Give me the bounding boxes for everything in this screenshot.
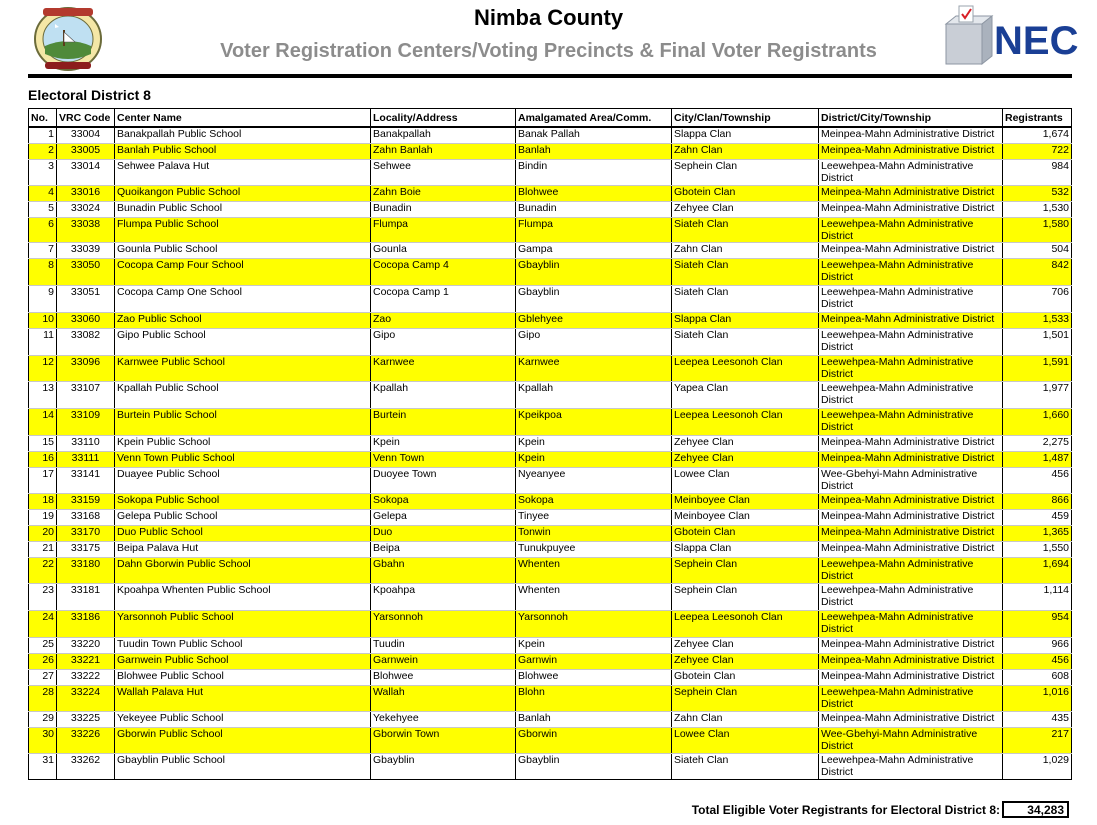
- center-name: Zao Public School: [115, 312, 371, 328]
- registrants-count: 532: [1003, 185, 1072, 201]
- amalgamated-area: Gblehyee: [516, 312, 672, 328]
- city-clan-township: Gbotein Clan: [672, 185, 819, 201]
- city-clan-township: Sephein Clan: [672, 685, 819, 711]
- district-name: Leewehpea-Mahn Administrative District: [819, 355, 1003, 381]
- amalgamated-area: Gborwin: [516, 727, 672, 753]
- registrants-count: 608: [1003, 669, 1072, 685]
- district-name: Meinpea-Mahn Administrative District: [819, 435, 1003, 451]
- district-name: Leewehpea-Mahn Administrative District: [819, 285, 1003, 312]
- table-row: [29, 451, 1072, 467]
- city-clan-township: Leepea Leesonoh Clan: [672, 355, 819, 381]
- row-number: 21: [29, 541, 57, 557]
- vrc-code: 33181: [57, 583, 115, 610]
- table-row: [29, 541, 1072, 557]
- district-heading: Electoral District 8: [28, 87, 151, 103]
- registrants-count: 1,487: [1003, 451, 1072, 467]
- table-row: [29, 127, 1072, 143]
- vrc-code: 33096: [57, 355, 115, 381]
- row-number: 1: [29, 127, 57, 143]
- row-number: 20: [29, 525, 57, 541]
- center-name: Gbayblin Public School: [115, 753, 371, 779]
- amalgamated-area: Whenten: [516, 583, 672, 610]
- locality-address: Gounla: [371, 242, 516, 258]
- row-number: 26: [29, 653, 57, 669]
- table-row: [29, 258, 1072, 285]
- total-value: 34,283: [1002, 801, 1069, 818]
- locality-address: Gborwin Town: [371, 727, 516, 753]
- district-name: Leewehpea-Mahn Administrative District: [819, 159, 1003, 185]
- locality-address: Kpoahpa: [371, 583, 516, 610]
- center-name: Tuudin Town Public School: [115, 637, 371, 653]
- table-row: [29, 711, 1072, 727]
- page-subtitle: Voter Registration Centers/Voting Precincts & Final Voter Registrants: [220, 40, 877, 62]
- row-number: 29: [29, 711, 57, 727]
- row-number: 2: [29, 143, 57, 159]
- center-name: Venn Town Public School: [115, 451, 371, 467]
- registrants-count: 1,660: [1003, 408, 1072, 435]
- city-clan-township: Leepea Leesonoh Clan: [672, 408, 819, 435]
- amalgamated-area: Kpein: [516, 435, 672, 451]
- vrc-code: 33039: [57, 242, 115, 258]
- vrc-code: 33220: [57, 637, 115, 653]
- amalgamated-area: Sokopa: [516, 493, 672, 509]
- table-row: [29, 312, 1072, 328]
- vrc-code: 33014: [57, 159, 115, 185]
- locality-address: Kpein: [371, 435, 516, 451]
- page-title: Nimba County: [473, 5, 624, 30]
- vrc-code: 33107: [57, 381, 115, 408]
- amalgamated-area: Blohwee: [516, 669, 672, 685]
- locality-address: Venn Town: [371, 451, 516, 467]
- city-clan-township: Slappa Clan: [672, 312, 819, 328]
- vrc-code: 33111: [57, 451, 115, 467]
- locality-address: Tuudin: [371, 637, 516, 653]
- district-name: Leewehpea-Mahn Administrative District: [819, 258, 1003, 285]
- table-row: [29, 381, 1072, 408]
- locality-address: Zao: [371, 312, 516, 328]
- center-name: Cocopa Camp Four School: [115, 258, 371, 285]
- locality-address: Cocopa Camp 4: [371, 258, 516, 285]
- registrants-count: 706: [1003, 285, 1072, 312]
- vrc-code: 33180: [57, 557, 115, 583]
- center-name: Gborwin Public School: [115, 727, 371, 753]
- table-row: [29, 242, 1072, 258]
- district-name: Wee-Gbehyi-Mahn Administrative District: [819, 467, 1003, 493]
- locality-address: Bunadin: [371, 201, 516, 217]
- registrants-count: 1,365: [1003, 525, 1072, 541]
- city-clan-township: Zehyee Clan: [672, 637, 819, 653]
- row-number: 24: [29, 610, 57, 637]
- center-name: Garnwein Public School: [115, 653, 371, 669]
- locality-address: Zahn Boie: [371, 185, 516, 201]
- city-clan-township: Siateh Clan: [672, 258, 819, 285]
- city-clan-township: Zahn Clan: [672, 711, 819, 727]
- registrants-count: 842: [1003, 258, 1072, 285]
- locality-address: Flumpa: [371, 217, 516, 242]
- row-number: 9: [29, 285, 57, 312]
- row-number: 19: [29, 509, 57, 525]
- city-clan-township: Lowee Clan: [672, 727, 819, 753]
- column-header: VRC Code: [57, 109, 115, 128]
- center-name: Bunadin Public School: [115, 201, 371, 217]
- center-name: Duo Public School: [115, 525, 371, 541]
- registrants-count: 966: [1003, 637, 1072, 653]
- center-name: Duayee Public School: [115, 467, 371, 493]
- registrants-count: 1,977: [1003, 381, 1072, 408]
- center-name: Gelepa Public School: [115, 509, 371, 525]
- row-number: 15: [29, 435, 57, 451]
- district-name: Meinpea-Mahn Administrative District: [819, 637, 1003, 653]
- city-clan-township: Yapea Clan: [672, 381, 819, 408]
- vrc-code: 33060: [57, 312, 115, 328]
- locality-address: Burtein: [371, 408, 516, 435]
- city-clan-township: Sephein Clan: [672, 557, 819, 583]
- column-header: Amalgamated Area/Comm.: [516, 109, 672, 128]
- center-name: Sehwee Palava Hut: [115, 159, 371, 185]
- district-name: Leewehpea-Mahn Administrative District: [819, 217, 1003, 242]
- locality-address: Wallah: [371, 685, 516, 711]
- locality-address: Karnwee: [371, 355, 516, 381]
- city-clan-township: Slappa Clan: [672, 541, 819, 557]
- vrc-code: 33051: [57, 285, 115, 312]
- vrc-code: 33222: [57, 669, 115, 685]
- district-name: Meinpea-Mahn Administrative District: [819, 541, 1003, 557]
- row-number: 31: [29, 753, 57, 779]
- district-name: Meinpea-Mahn Administrative District: [819, 242, 1003, 258]
- amalgamated-area: Karnwee: [516, 355, 672, 381]
- vrc-code: 33175: [57, 541, 115, 557]
- amalgamated-area: Garnwin: [516, 653, 672, 669]
- registrants-count: 217: [1003, 727, 1072, 753]
- registrants-count: 1,580: [1003, 217, 1072, 242]
- registrants-count: 1,029: [1003, 753, 1072, 779]
- city-clan-township: Siateh Clan: [672, 285, 819, 312]
- vrc-code: 33262: [57, 753, 115, 779]
- center-name: Gipo Public School: [115, 328, 371, 355]
- amalgamated-area: Gipo: [516, 328, 672, 355]
- registrants-count: 1,114: [1003, 583, 1072, 610]
- center-name: Banlah Public School: [115, 143, 371, 159]
- row-number: 4: [29, 185, 57, 201]
- vrc-code: 33159: [57, 493, 115, 509]
- amalgamated-area: Yarsonnoh: [516, 610, 672, 637]
- amalgamated-area: Banak Pallah: [516, 127, 672, 143]
- header-divider: [28, 74, 1072, 78]
- city-clan-township: Leepea Leesonoh Clan: [672, 610, 819, 637]
- registrants-count: 459: [1003, 509, 1072, 525]
- vrc-code: 33224: [57, 685, 115, 711]
- center-name: Beipa Palava Hut: [115, 541, 371, 557]
- locality-address: Duo: [371, 525, 516, 541]
- district-name: Meinpea-Mahn Administrative District: [819, 525, 1003, 541]
- registrants-count: 984: [1003, 159, 1072, 185]
- vrc-code: 33110: [57, 435, 115, 451]
- vrc-code: 33141: [57, 467, 115, 493]
- row-number: 10: [29, 312, 57, 328]
- column-header: No.: [29, 109, 57, 128]
- table-row: [29, 408, 1072, 435]
- city-clan-township: Sephein Clan: [672, 583, 819, 610]
- district-name: Meinpea-Mahn Administrative District: [819, 653, 1003, 669]
- registrants-count: 504: [1003, 242, 1072, 258]
- amalgamated-area: Kpein: [516, 451, 672, 467]
- registrants-count: 456: [1003, 467, 1072, 493]
- center-name: Kpallah Public School: [115, 381, 371, 408]
- registrants-count: 1,501: [1003, 328, 1072, 355]
- vrc-code: 33024: [57, 201, 115, 217]
- vrc-code: 33005: [57, 143, 115, 159]
- amalgamated-area: Blohwee: [516, 185, 672, 201]
- city-clan-township: Siateh Clan: [672, 328, 819, 355]
- row-number: 11: [29, 328, 57, 355]
- city-clan-township: Zehyee Clan: [672, 201, 819, 217]
- row-number: 13: [29, 381, 57, 408]
- table-row: [29, 583, 1072, 610]
- locality-address: Beipa: [371, 541, 516, 557]
- city-clan-township: Zahn Clan: [672, 143, 819, 159]
- center-name: Kpein Public School: [115, 435, 371, 451]
- district-name: Leewehpea-Mahn Administrative District: [819, 583, 1003, 610]
- amalgamated-area: Tonwin: [516, 525, 672, 541]
- district-name: Leewehpea-Mahn Administrative District: [819, 408, 1003, 435]
- district-name: Leewehpea-Mahn Administrative District: [819, 610, 1003, 637]
- district-name: Leewehpea-Mahn Administrative District: [819, 685, 1003, 711]
- amalgamated-area: Kpein: [516, 637, 672, 653]
- registrants-count: 1,530: [1003, 201, 1072, 217]
- vrc-code: 33225: [57, 711, 115, 727]
- center-name: Quoikangon Public School: [115, 185, 371, 201]
- vrc-code: 33050: [57, 258, 115, 285]
- vrc-code: 33082: [57, 328, 115, 355]
- registrants-count: 1,533: [1003, 312, 1072, 328]
- district-name: Meinpea-Mahn Administrative District: [819, 711, 1003, 727]
- center-name: Blohwee Public School: [115, 669, 371, 685]
- vrc-code: 33038: [57, 217, 115, 242]
- registrants-count: 1,694: [1003, 557, 1072, 583]
- center-name: Burtein Public School: [115, 408, 371, 435]
- center-name: Flumpa Public School: [115, 217, 371, 242]
- table-row: [29, 355, 1072, 381]
- row-number: 28: [29, 685, 57, 711]
- row-number: 6: [29, 217, 57, 242]
- center-name: Dahn Gborwin Public School: [115, 557, 371, 583]
- total-label: Total Eligible Voter Registrants for Electoral District 8:: [691, 803, 1000, 817]
- row-number: 23: [29, 583, 57, 610]
- table-row: [29, 328, 1072, 355]
- vrc-code: 33109: [57, 408, 115, 435]
- city-clan-township: Zehyee Clan: [672, 451, 819, 467]
- locality-address: Kpallah: [371, 381, 516, 408]
- locality-address: Zahn Banlah: [371, 143, 516, 159]
- table-row: [29, 217, 1072, 242]
- locality-address: Yarsonnoh: [371, 610, 516, 637]
- district-name: Wee-Gbehyi-Mahn Administrative District: [819, 727, 1003, 753]
- center-name: Cocopa Camp One School: [115, 285, 371, 312]
- registrants-count: 1,550: [1003, 541, 1072, 557]
- district-name: Meinpea-Mahn Administrative District: [819, 312, 1003, 328]
- table-row: [29, 201, 1072, 217]
- vrc-code: 33226: [57, 727, 115, 753]
- center-name: Banakpallah Public School: [115, 127, 371, 143]
- locality-address: Gbahn: [371, 557, 516, 583]
- district-name: Leewehpea-Mahn Administrative District: [819, 381, 1003, 408]
- locality-address: Sokopa: [371, 493, 516, 509]
- registrants-count: 1,016: [1003, 685, 1072, 711]
- table-row: [29, 525, 1072, 541]
- registrants-count: 722: [1003, 143, 1072, 159]
- city-clan-township: Siateh Clan: [672, 753, 819, 779]
- column-header: Locality/Address: [371, 109, 516, 128]
- locality-address: Duoyee Town: [371, 467, 516, 493]
- vrc-code: 33221: [57, 653, 115, 669]
- row-number: 18: [29, 493, 57, 509]
- table-row: [29, 509, 1072, 525]
- district-name: Leewehpea-Mahn Administrative District: [819, 753, 1003, 779]
- center-name: Gounla Public School: [115, 242, 371, 258]
- city-clan-township: Gbotein Clan: [672, 669, 819, 685]
- vrc-code: 33168: [57, 509, 115, 525]
- registrants-count: 866: [1003, 493, 1072, 509]
- registrants-count: 456: [1003, 653, 1072, 669]
- amalgamated-area: Gampa: [516, 242, 672, 258]
- row-number: 25: [29, 637, 57, 653]
- table-row: [29, 185, 1072, 201]
- vrc-code: 33186: [57, 610, 115, 637]
- registrants-count: 954: [1003, 610, 1072, 637]
- district-name: Meinpea-Mahn Administrative District: [819, 493, 1003, 509]
- city-clan-township: Slappa Clan: [672, 127, 819, 143]
- district-name: Meinpea-Mahn Administrative District: [819, 127, 1003, 143]
- row-number: 3: [29, 159, 57, 185]
- district-name: Meinpea-Mahn Administrative District: [819, 143, 1003, 159]
- row-number: 7: [29, 242, 57, 258]
- table-row: [29, 435, 1072, 451]
- vrc-code: 33016: [57, 185, 115, 201]
- table-row: [29, 653, 1072, 669]
- district-name: Meinpea-Mahn Administrative District: [819, 201, 1003, 217]
- row-number: 8: [29, 258, 57, 285]
- amalgamated-area: Banlah: [516, 711, 672, 727]
- amalgamated-area: Nyeanyee: [516, 467, 672, 493]
- locality-address: Cocopa Camp 1: [371, 285, 516, 312]
- row-number: 22: [29, 557, 57, 583]
- table-row: [29, 143, 1072, 159]
- city-clan-township: Gbotein Clan: [672, 525, 819, 541]
- locality-address: Gelepa: [371, 509, 516, 525]
- row-number: 14: [29, 408, 57, 435]
- table-row: [29, 467, 1072, 493]
- amalgamated-area: Flumpa: [516, 217, 672, 242]
- vrc-code: 33170: [57, 525, 115, 541]
- table-row: [29, 557, 1072, 583]
- registration-table: [28, 108, 1072, 780]
- locality-address: Banakpallah: [371, 127, 516, 143]
- registrants-count: 2,275: [1003, 435, 1072, 451]
- column-header: Registrants: [1003, 109, 1072, 128]
- center-name: Wallah Palava Hut: [115, 685, 371, 711]
- table-header-row: [29, 109, 1072, 128]
- city-clan-township: Zehyee Clan: [672, 435, 819, 451]
- amalgamated-area: Bunadin: [516, 201, 672, 217]
- city-clan-township: Meinboyee Clan: [672, 493, 819, 509]
- district-name: Leewehpea-Mahn Administrative District: [819, 557, 1003, 583]
- table-row: [29, 727, 1072, 753]
- city-clan-township: Meinboyee Clan: [672, 509, 819, 525]
- row-number: 30: [29, 727, 57, 753]
- locality-address: Garnwein: [371, 653, 516, 669]
- amalgamated-area: Banlah: [516, 143, 672, 159]
- table-row: [29, 610, 1072, 637]
- row-number: 12: [29, 355, 57, 381]
- svg-text:NEC: NEC: [994, 19, 1079, 63]
- amalgamated-area: Tinyee: [516, 509, 672, 525]
- amalgamated-area: Blohn: [516, 685, 672, 711]
- locality-address: Gipo: [371, 328, 516, 355]
- table-row: [29, 753, 1072, 779]
- vrc-code: 33004: [57, 127, 115, 143]
- locality-address: Yekehyee: [371, 711, 516, 727]
- district-name: Meinpea-Mahn Administrative District: [819, 509, 1003, 525]
- district-name: Meinpea-Mahn Administrative District: [819, 185, 1003, 201]
- column-header: Center Name: [115, 109, 371, 128]
- amalgamated-area: Kpallah: [516, 381, 672, 408]
- city-clan-township: Zahn Clan: [672, 242, 819, 258]
- table-row: [29, 685, 1072, 711]
- locality-address: Gbayblin: [371, 753, 516, 779]
- amalgamated-area: Bindin: [516, 159, 672, 185]
- amalgamated-area: Whenten: [516, 557, 672, 583]
- table-row: [29, 669, 1072, 685]
- row-number: 5: [29, 201, 57, 217]
- table-row: [29, 493, 1072, 509]
- registrants-count: 435: [1003, 711, 1072, 727]
- city-clan-township: Lowee Clan: [672, 467, 819, 493]
- district-name: Meinpea-Mahn Administrative District: [819, 669, 1003, 685]
- center-name: Sokopa Public School: [115, 493, 371, 509]
- district-name: Leewehpea-Mahn Administrative District: [819, 328, 1003, 355]
- table-row: [29, 637, 1072, 653]
- amalgamated-area: Kpeikpoa: [516, 408, 672, 435]
- center-name: Kpoahpa Whenten Public School: [115, 583, 371, 610]
- center-name: Karnwee Public School: [115, 355, 371, 381]
- table-row: [29, 159, 1072, 185]
- center-name: Yarsonnoh Public School: [115, 610, 371, 637]
- table-row: [29, 285, 1072, 312]
- row-number: 27: [29, 669, 57, 685]
- center-name: Yekeyee Public School: [115, 711, 371, 727]
- locality-address: Blohwee: [371, 669, 516, 685]
- amalgamated-area: Tunukpuyee: [516, 541, 672, 557]
- column-header: District/City/Township: [819, 109, 1003, 128]
- amalgamated-area: Gbayblin: [516, 753, 672, 779]
- registrants-count: 1,591: [1003, 355, 1072, 381]
- locality-address: Sehwee: [371, 159, 516, 185]
- city-clan-township: Sephein Clan: [672, 159, 819, 185]
- city-clan-township: Siateh Clan: [672, 217, 819, 242]
- amalgamated-area: Gbayblin: [516, 258, 672, 285]
- registrants-count: 1,674: [1003, 127, 1072, 143]
- row-number: 16: [29, 451, 57, 467]
- amalgamated-area: Gbayblin: [516, 285, 672, 312]
- district-name: Meinpea-Mahn Administrative District: [819, 451, 1003, 467]
- city-clan-township: Zehyee Clan: [672, 653, 819, 669]
- row-number: 17: [29, 467, 57, 493]
- column-header: City/Clan/Township: [672, 109, 819, 128]
